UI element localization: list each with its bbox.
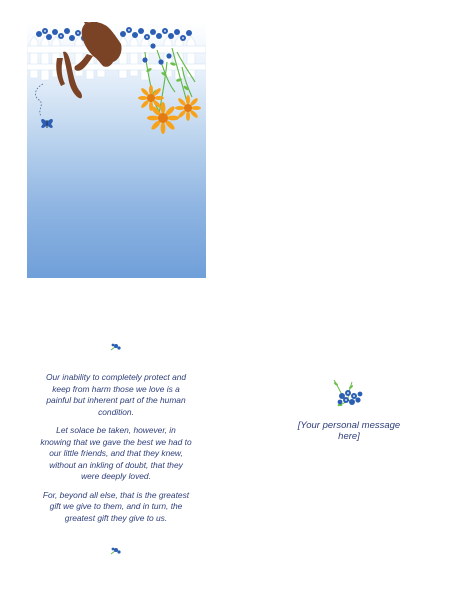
dashed-flight-path — [36, 84, 43, 116]
butterfly-icon — [41, 119, 53, 128]
sunflowers — [138, 85, 201, 134]
verse-paragraph-3: For, beyond all else, that is the greatest gift we give to them, and in turn, the greatest gift they give to us. — [42, 489, 190, 523]
blue-flower-icon — [110, 342, 122, 352]
blue-flower-icon-bottom — [110, 546, 122, 556]
cat-fence-scene — [27, 22, 206, 278]
verse-paragraph-2: Let solace be taken, however, in knowing that we gave the best we had to our little friends, and that they knew, without an inkling of doubt, that they were deeply loved. — [40, 425, 192, 481]
inside-verse — [40, 372, 192, 531]
personal-message-placeholder[interactable]: [Your personal message here] — [297, 420, 401, 442]
cover-illustration — [27, 22, 206, 278]
flower-cluster-icon — [330, 378, 368, 412]
verse-paragraph-1: Our inability to completely protect and keep from harm those we love is a painful but inherent part of the human condition. — [45, 372, 187, 417]
